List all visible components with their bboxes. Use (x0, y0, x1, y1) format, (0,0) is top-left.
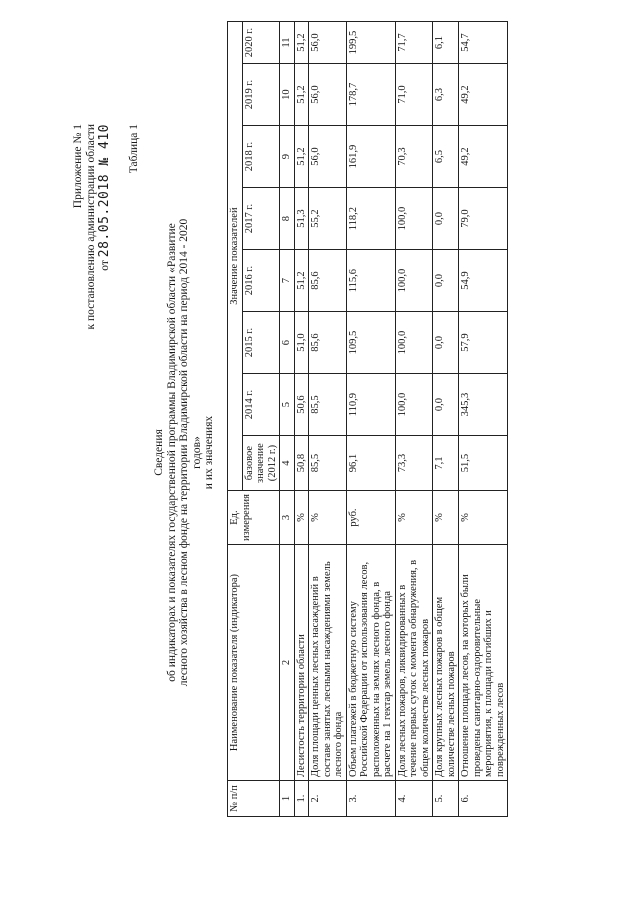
value-cell: 56,0 (309, 22, 347, 64)
value-cell: 56,0 (309, 126, 347, 188)
value-cell: 49,2 (459, 126, 508, 188)
value-cell: 100,0 (395, 250, 433, 312)
header-year: 2018 г. (242, 126, 280, 188)
value-cell: 118,2 (346, 188, 395, 250)
appendix-number: Приложение № 1 (72, 124, 84, 209)
header-year: 2015 г. (242, 312, 280, 374)
row-unit: % (395, 491, 433, 545)
value-cell: 6,5 (433, 126, 459, 188)
value-cell: 96,1 (346, 436, 395, 491)
row-number: 6. (459, 781, 508, 817)
value-cell: 0,0 (433, 250, 459, 312)
column-number: 10 (280, 64, 295, 126)
value-cell: 115,6 (346, 250, 395, 312)
table-label: Таблица 1 (128, 124, 140, 174)
column-number: 8 (280, 188, 295, 250)
value-cell: 79,0 (459, 188, 508, 250)
value-cell: 85,5 (309, 374, 347, 436)
value-cell: 100,0 (395, 312, 433, 374)
row-unit: % (433, 491, 459, 545)
value-cell: 100,0 (395, 374, 433, 436)
value-cell: 6,3 (433, 64, 459, 126)
value-cell: 0,0 (433, 374, 459, 436)
row-unit: % (459, 491, 508, 545)
appendix-subtitle: к постановлению администрации области (85, 124, 97, 330)
table-row (309, 22, 347, 817)
value-cell: 0,0 (433, 188, 459, 250)
value-cell: 199,5 (346, 22, 395, 64)
indicator-name: Доля крупных лесных пожаров в общем количестве лесных пожаров (433, 545, 459, 781)
title-line-3: и их значениях (203, 415, 215, 490)
header-name: Наименование показателя (индикатора) (228, 545, 280, 781)
title-line-1: Сведения (153, 429, 165, 476)
value-cell: 73,3 (395, 436, 433, 491)
row-number: 1. (294, 781, 309, 817)
value-cell: 71,7 (395, 22, 433, 64)
row-number: 4. (395, 781, 433, 817)
table-row (459, 22, 508, 817)
value-cell: 51,5 (459, 436, 508, 491)
header-values-group: Значение показателей (228, 22, 243, 491)
value-cell: 51,2 (294, 22, 309, 64)
indicator-name: Лесистость территории области (294, 545, 309, 781)
value-cell: 54,9 (459, 250, 508, 312)
value-cell: 7,1 (433, 436, 459, 491)
header-num: № п/п (228, 781, 280, 817)
column-number: 1 (280, 781, 295, 817)
column-number: 7 (280, 250, 295, 312)
header-year: 2017 г. (242, 188, 280, 250)
value-cell: 178,7 (346, 64, 395, 126)
value-cell: 51,3 (294, 188, 309, 250)
value-cell: 51,2 (294, 64, 309, 126)
value-cell: 100,0 (395, 188, 433, 250)
indicators-table (227, 21, 508, 817)
value-cell: 57,9 (459, 312, 508, 374)
appendix-header (72, 124, 112, 329)
value-cell: 49,2 (459, 64, 508, 126)
value-cell: 161,9 (346, 126, 395, 188)
indicator-name: Объем платежей в бюджетную систему Российской Федерации от использования лесов, расположенных на землях лесного фонда, в расчете на 1 гектар земель лесного фонда (346, 545, 395, 781)
table-row (395, 22, 433, 817)
table-row (433, 22, 459, 817)
header-year: 2019 г. (242, 64, 280, 126)
table-row (346, 22, 395, 817)
row-number: 2. (309, 781, 347, 817)
row-unit: % (309, 491, 347, 545)
value-cell: 51,0 (294, 312, 309, 374)
value-cell: 51,2 (294, 250, 309, 312)
value-cell: 51,2 (294, 126, 309, 188)
appendix-date (98, 124, 112, 329)
value-cell: 85,5 (309, 436, 347, 491)
indicator-name: Доля лесных пожаров, ликвидированных в течение первых суток с момента обнаружения, в общем количестве лесных пожаров (395, 545, 433, 781)
column-numbers-row (280, 22, 295, 817)
row-unit: руб. (346, 491, 395, 545)
header-unit: Ед. измерения (228, 491, 280, 545)
value-cell: 50,6 (294, 374, 309, 436)
header-year: 2020 г. (242, 22, 280, 64)
value-cell: 85,6 (309, 312, 347, 374)
column-number: 5 (280, 374, 295, 436)
header-year: 2014 г. (242, 374, 280, 436)
column-number: 2 (280, 545, 295, 781)
value-cell: 109,5 (346, 312, 395, 374)
column-number: 4 (280, 436, 295, 491)
value-cell: 71,0 (395, 64, 433, 126)
value-cell: 55,2 (309, 188, 347, 250)
column-number: 9 (280, 126, 295, 188)
title-line-2: об индикаторах и показателях государственной программы Владимирской области «Развитие лесного хозяйства в лесном фонде на территории Владимирской области на период 2014 - 2020 годов» (165, 218, 203, 687)
row-number: 3. (346, 781, 395, 817)
column-number: 6 (280, 312, 295, 374)
row-unit: % (294, 491, 309, 545)
column-number: 11 (280, 22, 295, 64)
indicator-name: Доля площади ценных лесных насаждений в составе занятых лесными насаждениями земель лесного фонда (309, 545, 347, 781)
value-cell: 56,0 (309, 64, 347, 126)
value-cell: 345,3 (459, 374, 508, 436)
value-cell: 85,6 (309, 250, 347, 312)
date-number-stamp: 28.05.2018 № 410 (97, 124, 112, 258)
value-cell: 70,3 (395, 126, 433, 188)
header-year: 2016 г. (242, 250, 280, 312)
value-cell: 110,9 (346, 374, 395, 436)
document-title (153, 0, 216, 905)
value-cell: 0,0 (433, 312, 459, 374)
column-number: 3 (280, 491, 295, 545)
value-cell: 50,8 (294, 436, 309, 491)
header-row (228, 22, 243, 817)
value-cell: 54,7 (459, 22, 508, 64)
date-prefix: от (99, 260, 111, 271)
header-base: базовое значение (2012 г.) (242, 436, 280, 491)
indicator-name: Отношение площади лесов, на которых были проведены санитарно-оздоровительные мероприятия, к площади погибших и поврежденных лесов (459, 545, 508, 781)
table-body (294, 22, 508, 817)
table-row (294, 22, 309, 817)
value-cell: 6,1 (433, 22, 459, 64)
row-number: 5. (433, 781, 459, 817)
